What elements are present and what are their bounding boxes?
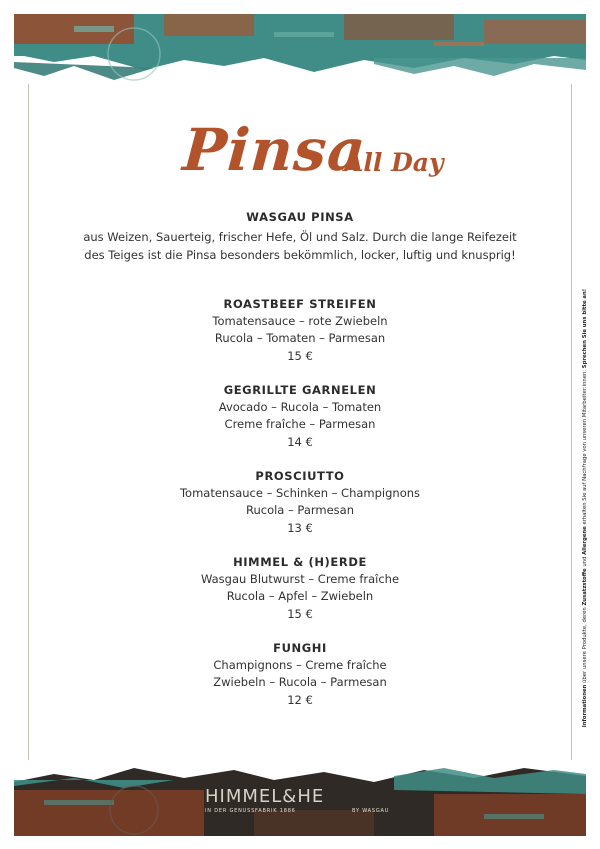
item-name: ROASTBEEF STREIFEN: [223, 297, 377, 311]
item-price: 13 €: [287, 521, 313, 535]
footer-logo-name: HIMMEL&HE: [205, 786, 325, 807]
item-ingredients-1: Tomatensauce – rote Zwiebeln: [212, 314, 388, 328]
item-ingredients-1: Champignons – Creme fraîche: [213, 658, 387, 672]
item-price: 14 €: [287, 435, 313, 449]
menu-title: [0, 118, 600, 188]
side-note-part-4: und: [582, 554, 588, 569]
intro-line-1: aus Weizen, Sauerteig, frischer Hefe, Öl und Salz. Durch die lange Reifezeit: [83, 230, 517, 244]
top-paint-band: [14, 14, 586, 84]
side-note-part-5: Allergene: [582, 526, 588, 555]
intro-line-2: des Teiges ist die Pinsa besonders bekömmlich, locker, luftig und knusprig!: [84, 248, 516, 262]
side-note-part-2: über unsere Produkte, deren: [582, 605, 588, 685]
menu-item: [0, 382, 600, 468]
title-pinsa: Pinsa: [180, 116, 369, 184]
intro-section: [0, 209, 600, 264]
item-name: PROSCIUTTO: [255, 469, 345, 483]
side-note-part-3: Zusatzstoffe: [582, 568, 588, 606]
item-price: 15 €: [287, 349, 313, 363]
item-ingredients-2: Zwiebeln – Rucola – Parmesan: [213, 675, 387, 689]
item-price: 12 €: [287, 693, 313, 707]
item-name: FUNGHI: [273, 641, 327, 655]
allergen-side-note: [580, 273, 590, 743]
item-price: 15 €: [287, 607, 313, 621]
side-note-part-1: Informationen: [582, 684, 588, 728]
menu-item: [0, 554, 600, 640]
menu-item: [0, 468, 600, 554]
menu-item: [0, 296, 600, 382]
item-ingredients-2: Creme fraîche – Parmesan: [224, 417, 376, 431]
item-ingredients-1: Avocado – Rucola – Tomaten: [218, 400, 382, 414]
footer-logo-by: BY WASGAU: [352, 808, 390, 814]
title-all-day: All Day: [344, 148, 444, 177]
side-note-part-7: Sprechen Sie uns bitte an!: [582, 288, 588, 369]
item-ingredients-2: Rucola – Tomaten – Parmesan: [214, 331, 386, 345]
item-name: GEGRILLTE GARNELEN: [223, 383, 377, 397]
item-ingredients-1: Wasgau Blutwurst – Creme fraîche: [200, 572, 400, 586]
item-ingredients-1: Tomatensauce – Schinken – Champignons: [179, 486, 421, 500]
item-ingredients-2: Rucola – Apfel – Zwiebeln: [226, 589, 374, 603]
side-note-part-6: erhalten Sie auf Nachfrage von unseren Mitarbeiter:innen.: [582, 368, 588, 527]
menu-list: [0, 296, 600, 726]
footer-logo-tagline: IN DER GENUSSFABRIK 1886: [205, 808, 296, 814]
menu-item: [0, 640, 600, 726]
intro-heading: WASGAU PINSA: [246, 210, 354, 224]
item-name: HIMMEL & (H)ERDE: [233, 555, 367, 569]
item-ingredients-2: Rucola – Parmesan: [245, 503, 355, 517]
